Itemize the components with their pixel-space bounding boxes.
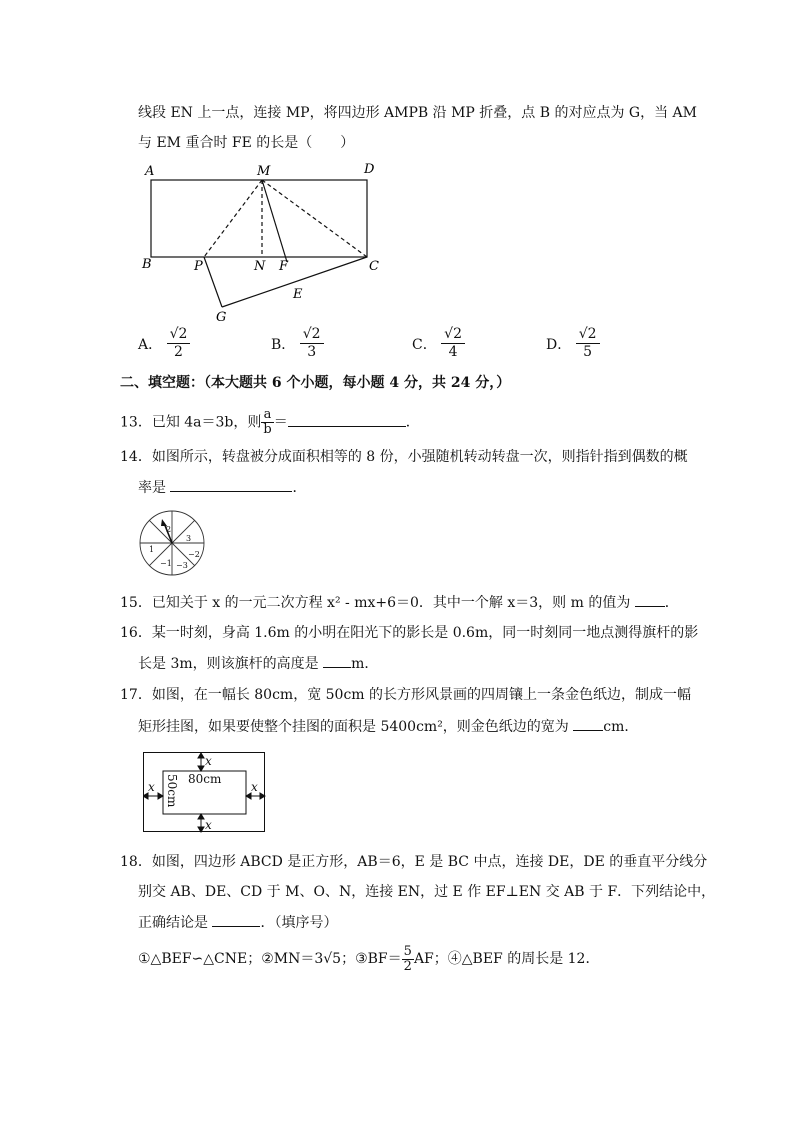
point-b-label: B — [142, 257, 152, 272]
q17-text-line1: 17．如图，在一幅长 80cm，宽 50cm 的长方形风景画的四周镶上一条金色纸边，制成一幅 — [120, 687, 692, 703]
q17-answer-blank[interactable] — [573, 717, 603, 731]
q15-answer-blank[interactable] — [635, 593, 665, 607]
spinner-wheel — [136, 510, 216, 576]
wheel-label-neg1: −1 — [160, 559, 172, 568]
point-p-label: P — [194, 259, 203, 274]
q12-option-c[interactable]: C． $\frac{√2}{4}$ — [412, 326, 465, 361]
q16-text-line1: 16．某一时刻，身高 1.6m 的小明在阳光下的影长是 0.6m，同一时刻同一地点测得旗杆的影 — [120, 625, 699, 641]
q13-text: 13．已知 4a＝3b，则 $\frac{a}{b}$ ＝ ． — [120, 407, 420, 437]
wheel-label-3: 3 — [186, 534, 192, 543]
segment-pg — [204, 257, 222, 307]
q17-text-line2: 矩形挂图，如果要使整个挂图的面积是 5400cm²，则金色纸边的宽为 cm． — [138, 719, 639, 735]
point-n-label: N — [254, 259, 266, 274]
point-m-label: M — [257, 164, 271, 179]
section-heading: 二、填空题：（本大题共 6 个小题，每小题 4 分，共 24 分，） — [120, 375, 511, 391]
point-f-label: F — [279, 259, 289, 274]
point-d-label: D — [364, 162, 375, 177]
q14-text-line1: 14．如图所示，转盘被分成面积相等的 8 份，小强随机转动转盘一次，则指针指到偶数的概 — [120, 449, 688, 465]
segment-mp — [204, 180, 262, 257]
length-label: 80cm — [188, 772, 222, 786]
point-c-label: C — [369, 259, 379, 274]
q12-option-a[interactable]: A． $\frac{√2}{2}$ — [138, 326, 190, 361]
wheel-label-2: 2 — [166, 525, 172, 534]
q12-figure — [138, 158, 398, 328]
wheel-label-neg2: −2 — [188, 550, 200, 559]
q12-option-d[interactable]: D． $\frac{√2}{5}$ — [546, 326, 600, 361]
q17-frame-figure — [143, 752, 269, 834]
q14-answer-blank[interactable] — [170, 478, 292, 492]
width-label: 50cm — [165, 774, 179, 808]
q16-text-line2: 长是 3m，则该旗杆的高度是 m． — [138, 656, 379, 672]
x-label-left: x — [148, 780, 155, 794]
q18-text-line2: 别交 AB、DE、CD 于 M、O、N，连接 EN，过 E 作 EF⊥EN 交 AB 于 F．下列结论中， — [138, 884, 716, 900]
q18-answer-blank[interactable] — [212, 913, 260, 927]
q18-text-line3: 正确结论是 ．（填序号） — [138, 915, 338, 931]
q18-text-line1: 18．如图，四边形 ABCD 是正方形，AB＝6，E 是 BC 中点，连接 DE，DE 的垂直平分线分 — [120, 854, 708, 870]
q12-text-line2: 与 EM 重合时 FE 的长是（ ） — [138, 135, 355, 151]
x-label-right: x — [251, 780, 258, 794]
point-a-label: A — [145, 164, 155, 179]
q15-text: 15．已知关于 x 的一元二次方程 x² - mx+6＝0．其中一个解 x＝3，则 m 的值为 ． — [120, 595, 679, 611]
q14-text-line2: 率是 ． — [138, 480, 307, 496]
q16-answer-blank[interactable] — [323, 654, 351, 668]
rectangle-abcd — [151, 180, 367, 257]
q12-option-b[interactable]: B． $\frac{√2}{3}$ — [271, 326, 324, 361]
point-e-label: E — [293, 287, 303, 302]
wheel-label-1: 1 — [149, 545, 155, 554]
x-label-top: x — [205, 754, 212, 768]
segment-mc — [262, 180, 367, 257]
x-label-bottom: x — [205, 818, 212, 832]
q18-conclusions: ①△BEF∽△CNE；②MN＝3√5；③BF＝ $\frac{5}{2}$ AF；④△BEF 的周长是 12． — [138, 943, 600, 974]
q12-text-line1: 线段 EN 上一点，连接 MP，将四边形 AMPB 沿 MP 折叠，点 B 的对应点为 G，当 AM — [138, 105, 698, 121]
segment-mf — [262, 180, 287, 262]
wheel-label-neg3: −3 — [176, 561, 188, 570]
point-g-label: G — [216, 310, 227, 325]
q13-answer-blank[interactable] — [288, 413, 406, 427]
